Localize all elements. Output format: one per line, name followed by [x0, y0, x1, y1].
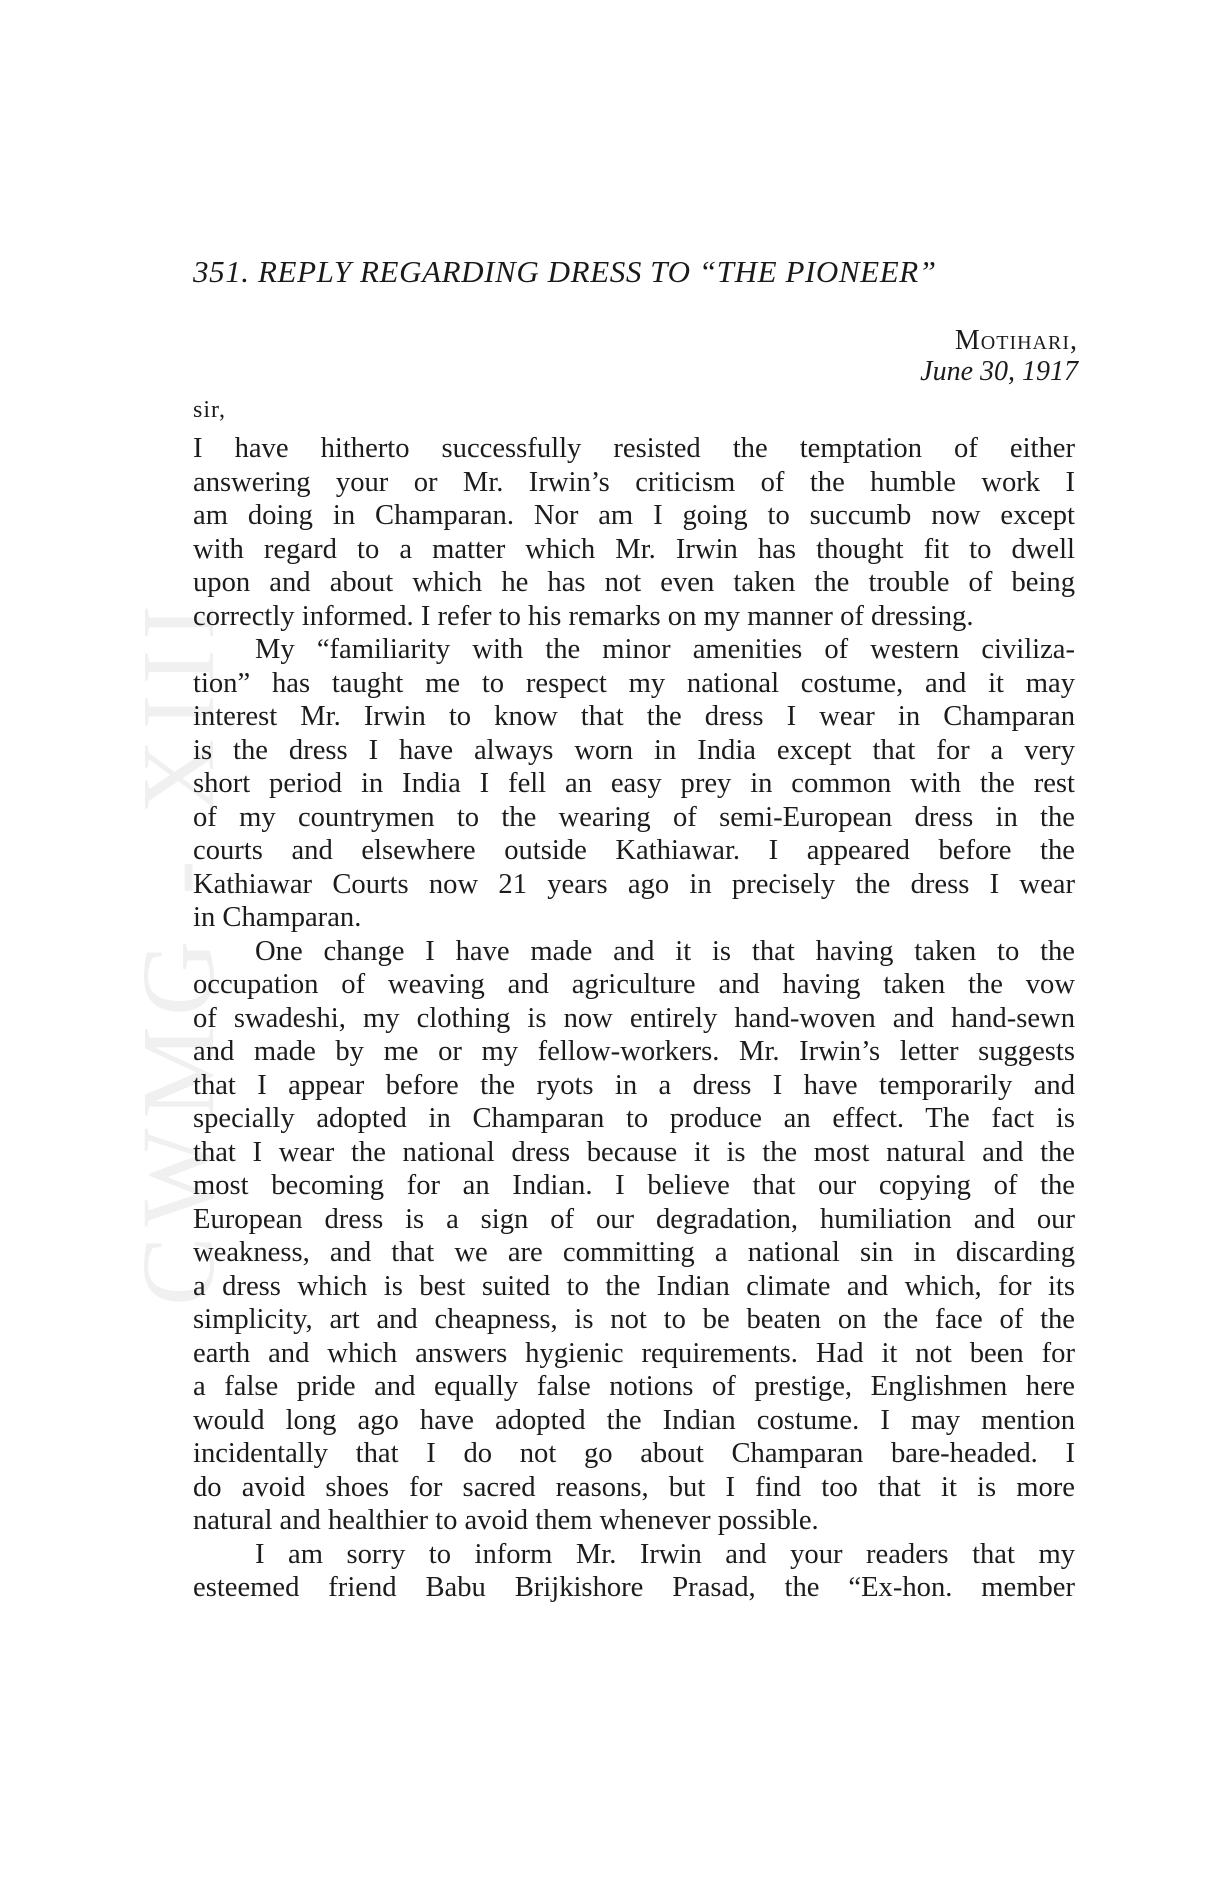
paragraph-line: incidentally that I do not go about Champaran bare-headed. I — [193, 1438, 1075, 1469]
paragraph-line: occupation of weaving and agriculture and having taken the vow — [193, 969, 1075, 1000]
paragraph-line: would long ago have adopted the Indian costume. I may mention — [193, 1404, 1075, 1436]
paragraph-line: that I wear the national dress because it is the most natural and the — [193, 1136, 1075, 1168]
paragraph-line: answering your or Mr. Irwin’s criticism of the humble work I — [193, 466, 1075, 498]
paragraph-line: My “familiarity with the minor amenities of western civiliza- — [255, 634, 1075, 665]
paragraph-line: that I appear before the ryots in a dress I have temporarily and — [193, 1069, 1075, 1101]
paragraph — [193, 432, 1075, 633]
paragraph-line: a dress which is best suited to the Indian climate and which, for its — [193, 1270, 1075, 1302]
paragraph-line: One change I have made and it is that having taken to the — [255, 935, 1075, 967]
dateline-date: June 30, 1917 — [920, 356, 1078, 387]
salutation: sir, — [193, 397, 227, 423]
paragraph-line: interest Mr. Irwin to know that the dress I wear in Champaran — [193, 701, 1075, 732]
paragraph-line: esteemed friend Babu Brijkishore Prasad, the “Ex-hon. member — [193, 1572, 1075, 1603]
paragraph-line: I have hitherto successfully resisted the temptation of either — [193, 433, 1075, 464]
paragraph-line: specially adopted in Champaran to produce an effect. The fact is — [193, 1103, 1075, 1134]
paragraph-line: simplicity, art and cheapness, is not to be beaten on the face of the — [193, 1304, 1075, 1335]
paragraph-line: Kathiawar Courts now 21 years ago in precisely the dress I wear — [193, 868, 1075, 900]
paragraph-line: short period in India I fell an easy prey in common with the rest — [193, 768, 1075, 799]
letter-body — [193, 432, 1075, 1605]
paragraph-line: is the dress I have always worn in India except that for a very — [193, 734, 1075, 766]
paragraph-line: am doing in Champaran. Nor am I going to succumb now except — [193, 500, 1075, 531]
paragraph — [193, 935, 1075, 1538]
paragraph-line: most becoming for an Indian. I believe that our copying of the — [193, 1170, 1075, 1201]
paragraph-line: and made by me or my fellow-workers. Mr. Irwin’s letter suggests — [193, 1036, 1075, 1067]
paragraph — [193, 633, 1075, 935]
watermark-text: CWMG - XIII — [120, 594, 236, 1306]
paragraph-line: of my countrymen to the wearing of semi-European dress in the — [193, 801, 1075, 833]
paragraph-line: European dress is a sign of our degradation, humiliation and our — [193, 1203, 1075, 1235]
dateline-place: Motihari, — [954, 325, 1078, 356]
paragraph-line: weakness, and that we are committing a national sin in discarding — [193, 1237, 1075, 1268]
paragraph-line: correctly informed. I refer to his remarks on my manner of dressing. — [193, 600, 974, 632]
paragraph-line: upon and about which he has not even taken the trouble of being — [193, 567, 1075, 598]
paragraph-line: a false pride and equally false notions of prestige, Englishmen here — [193, 1371, 1075, 1402]
paragraph-line: of swadeshi, my clothing is now entirely hand-woven and hand-sewn — [193, 1002, 1075, 1034]
paragraph-line: do avoid shoes for sacred reasons, but I find too that it is more — [193, 1471, 1075, 1503]
paragraph-line: natural and healthier to avoid them whenever possible. — [193, 1505, 819, 1536]
paragraph-line: earth and which answers hygienic requirements. Had it not been for — [193, 1337, 1075, 1369]
paragraph-line: tion” has taught me to respect my national costume, and it may — [193, 667, 1075, 699]
paragraph-line: I am sorry to inform Mr. Irwin and your readers that my — [255, 1538, 1075, 1570]
paragraph-line: with regard to a matter which Mr. Irwin has thought fit to dwell — [193, 533, 1075, 565]
document-heading: 351. REPLY REGARDING DRESS TO “THE PIONEER” — [193, 254, 937, 289]
paragraph-line: courts and elsewhere outside Kathiawar. I appeared before the — [193, 835, 1075, 866]
paragraph-line: in Champaran. — [193, 902, 362, 933]
paragraph — [193, 1538, 1075, 1605]
